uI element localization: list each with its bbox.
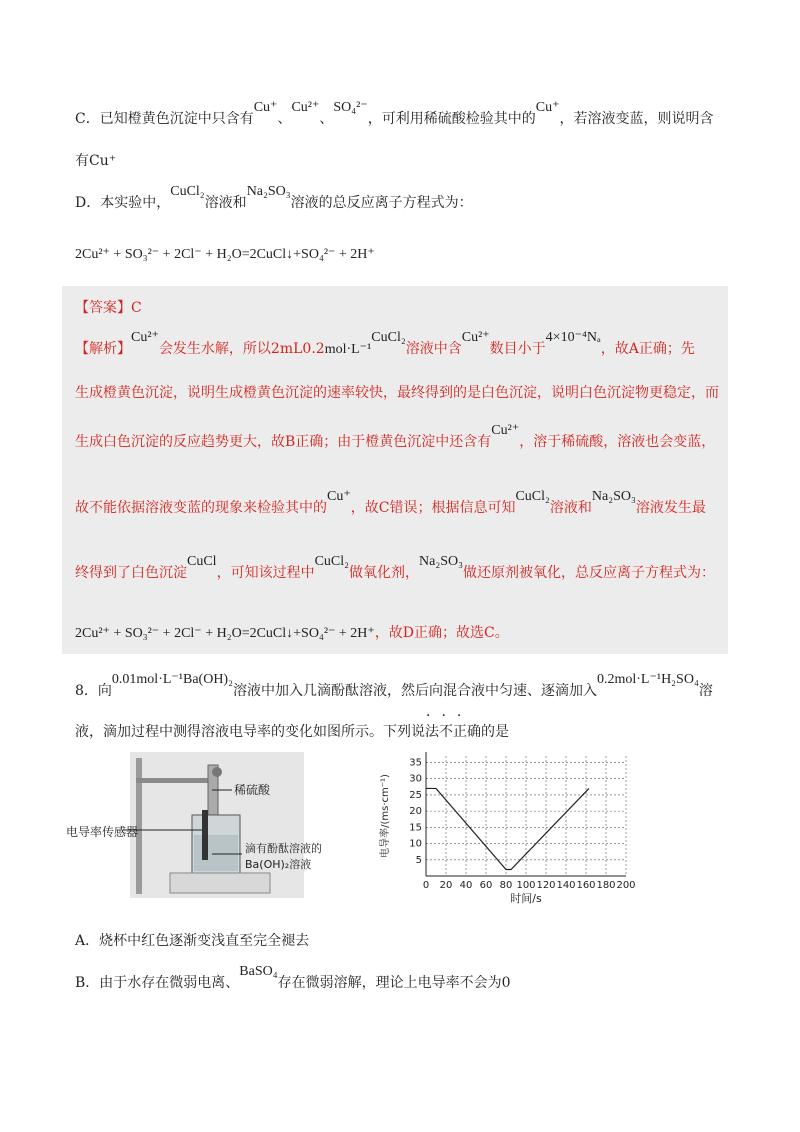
analysis-text9: 溶液和	[549, 500, 592, 516]
question8-line1	[75, 672, 713, 700]
x-tick-label: 20	[439, 880, 453, 891]
x-tick-label: 80	[499, 880, 513, 891]
analysis-cucl2-c: CuCl₂	[314, 554, 350, 569]
q8-text5: 的是	[481, 724, 509, 740]
y-tick-label: 15	[409, 822, 422, 834]
label-acid: 稀硫酸	[234, 783, 271, 797]
analysis-text2: 溶液中含	[405, 341, 462, 357]
ion-sulfate: SO₄²⁻	[333, 100, 368, 115]
option-d-line	[75, 184, 473, 212]
clamp-arm	[136, 778, 216, 783]
analysis-na2so3-b: Na₂SO₃	[419, 554, 464, 569]
option-d-mid: 溶液和	[204, 195, 247, 211]
analysis-text13: 做氧化剂，	[349, 565, 420, 581]
y-axis-label: 电导率/(ms·cm⁻¹)	[380, 774, 391, 858]
analysis-text1: 会发生水解，所以2mL0.2	[158, 341, 325, 357]
conductivity-series-line	[426, 788, 589, 869]
na2so3-formula: Na₂SO₃	[246, 184, 291, 199]
option-d-equation: 2Cu²⁺ + SO₃²⁻ + 2Cl⁻ + H₂O=2CuCl↓+SO₄²⁻ + 2H⁺	[75, 247, 375, 262]
q8-text2: 溶液中加入几滴酚酞溶液，然后向混合液中匀速、逐滴加入	[232, 683, 597, 699]
option-b-prefix: B．由于水存在微弱电离、	[75, 975, 240, 991]
analysis-cu2-c: Cu²⁺	[491, 423, 520, 438]
x-tick-label: 120	[536, 880, 556, 891]
analysis-cu2-b: Cu²⁺	[461, 330, 490, 345]
analysis-cucl2-b: CuCl₂	[515, 489, 550, 504]
option-d-suffix: 溶液的总反应离子方程式为：	[290, 195, 473, 211]
x-tick-label: 160	[576, 880, 596, 891]
analysis-text3: 数目小于	[489, 341, 546, 357]
q8-text3: 溶	[698, 683, 713, 699]
y-tick-label: 30	[409, 773, 422, 785]
question8-line2	[75, 721, 509, 741]
stirrer-base	[170, 873, 270, 893]
analysis-cu2: Cu²⁺	[131, 330, 159, 345]
x-tick-label: 60	[479, 880, 493, 891]
analysis-text10: 溶液发生最	[635, 500, 706, 516]
analysis-text8: ，故C错误；根据信息可知	[350, 500, 516, 516]
analysis-na2so3: Na₂SO₃	[591, 489, 636, 504]
analysis-cucl2: CuCl₂	[371, 330, 406, 345]
option-c-suffix: ，若溶液变蓝，则说明含	[559, 111, 714, 127]
option-b-baso4: BaSO₄	[239, 964, 278, 979]
q8-baoh2: 0.01mol·L⁻¹Ba(OH)₂	[111, 672, 233, 687]
option-b	[75, 964, 511, 992]
emphasis-dots: ···	[426, 708, 473, 724]
analysis-text7: 故不能依据溶液变蓝的现象来检验其中的	[75, 500, 327, 516]
analysis-line5	[75, 554, 716, 582]
y-tick-label: 5	[415, 854, 422, 866]
analysis-text12: ，可知该过程中	[216, 565, 315, 581]
analysis-line6	[75, 622, 509, 642]
analysis-conclusion: ，故D正确；故选C。	[374, 625, 509, 641]
analysis-text14: 做还原剂被氧化，总反应离子方程式为：	[463, 565, 716, 581]
analysis-equation: 2Cu²⁺ + SO₃²⁻ + 2Cl⁻ + H₂O=2CuCl↓+SO₄²⁻ + 2H⁺	[75, 626, 375, 641]
x-tick-label: 40	[459, 880, 473, 891]
option-c-prefix: C．已知橙黄色沉淀中只含有	[75, 111, 254, 127]
analysis-text6: ，溶于稀硫酸，溶液也会变蓝，	[519, 434, 716, 450]
answer-label: 【答案】C	[75, 300, 142, 316]
analysis-text5: 生成白色沉淀的反应趋势更大，故B正确；由于橙黄色沉淀中还含有	[75, 434, 492, 450]
conductivity-chart	[376, 748, 636, 906]
apparatus-figure	[62, 750, 352, 900]
label-solution-2: Ba(OH)₂溶液	[245, 858, 312, 871]
analysis-text4: ，故A正确；先	[600, 341, 695, 357]
analysis-number: 4×10⁻⁴Nₐ	[545, 330, 601, 345]
option-c-line2: 有Cu⁺	[75, 153, 117, 169]
option-a: A．烧杯中红色逐渐变浅直至完全褪去	[75, 933, 310, 949]
option-d-prefix: D．本实验中，	[75, 195, 171, 211]
q8-text1: 8．向	[75, 683, 112, 699]
analysis-line4	[75, 489, 706, 517]
cucl2-formula: CuCl₂	[170, 184, 205, 199]
x-axis-label: 时间/s	[510, 892, 542, 905]
analysis-cu-plus: Cu⁺	[327, 489, 351, 504]
x-tick-label: 140	[556, 880, 576, 891]
q8-h2so4: 0.2mol·L⁻¹H₂SO₄	[596, 672, 699, 687]
label-sensor: 电导率传感器	[66, 825, 139, 839]
sensor-probe	[202, 810, 208, 860]
ion-cu-plus-2: Cu⁺	[535, 100, 560, 115]
analysis-line3	[75, 423, 716, 451]
label-solution-1: 滴有酚酞溶液的	[245, 842, 322, 855]
option-c-line1: C．已知橙黄色沉淀中只含有Cu⁺、Cu²⁺、SO₄²⁻，可利用稀硫酸检验其中的Cu⁺，若溶液变蓝，则说明含	[75, 100, 714, 127]
x-tick-label: 200	[616, 880, 636, 891]
q8-text4: 液，滴加过程中测得溶液电导率的变化如图所示。下列说法	[75, 724, 439, 740]
x-tick-label: 100	[516, 880, 536, 891]
burette-stopcock	[212, 767, 222, 777]
y-tick-label: 20	[409, 806, 422, 818]
y-tick-label: 35	[409, 757, 422, 769]
ion-cu-plus: Cu⁺	[253, 100, 278, 115]
x-tick-label: 180	[596, 880, 616, 891]
analysis-line2: 生成橙黄色沉淀，说明生成橙黄色沉淀的速率较快，最终得到的是白色沉淀，说明白色沉淀物更稳定，而	[75, 385, 719, 401]
y-tick-label: 10	[409, 838, 422, 850]
analysis-unit: mol·L⁻¹	[324, 342, 372, 357]
q8-emphasis: 不正确	[439, 724, 481, 740]
y-tick-label: 25	[409, 789, 422, 801]
ion-cu-2plus: Cu²⁺	[291, 100, 320, 115]
x-tick-label: 0	[422, 880, 430, 891]
beaker-solution	[194, 835, 238, 871]
analysis-cucl: CuCl	[187, 554, 217, 569]
option-c-mid: ，可利用稀硫酸检验其中的	[367, 111, 536, 127]
option-b-suffix: 存在微弱溶解，理论上电导率不会为0	[277, 975, 511, 991]
analysis-text11: 终得到了白色沉淀	[75, 565, 187, 581]
analysis-label: 【解析】	[75, 341, 131, 357]
analysis-line1	[75, 330, 695, 358]
